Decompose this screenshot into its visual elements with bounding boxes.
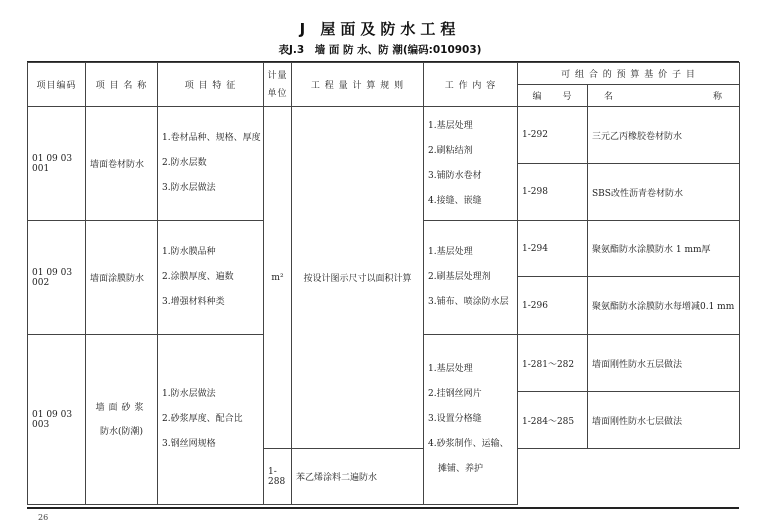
subitem-name: 三元乙丙橡胶卷材防水 (588, 107, 740, 164)
work-line: 2.刷基层处理剂 (428, 272, 491, 282)
table-caption: 表J.3 墙 面 防 水、防 潮(编码:010903) (278, 44, 482, 56)
rule-cell: 按设计图示尺寸以面积计算 (292, 107, 424, 449)
page-number: 26 (38, 513, 49, 522)
subitem-name: 墙面刚性防水七层做法 (588, 392, 740, 449)
item-work (424, 107, 518, 221)
item-name: 墙面卷材防水 (86, 107, 158, 221)
feature-line: 2.防水层数 (162, 158, 207, 168)
page-title: J 屋面及防水工程 (299, 20, 461, 38)
bottom-rule (27, 507, 739, 509)
subitem-code: 1-288 (264, 449, 292, 505)
feature-line: 3.增强材料种类 (162, 297, 225, 307)
work-line: 摊铺、养护 (438, 464, 484, 474)
subitem-name: 聚氨酯防水涂膜防水 1 mm厚 (588, 221, 740, 277)
header-sub-name-left: 名 (604, 92, 615, 102)
item-work (424, 335, 518, 505)
feature-line: 3.钢丝网规格 (162, 439, 216, 449)
spec-table (27, 62, 740, 505)
feature-line: 1.防水层做法 (162, 389, 216, 399)
item-code: 01 09 03 003 (28, 335, 86, 505)
item-features (158, 221, 264, 335)
feature-line: 3.防水层做法 (162, 183, 216, 193)
unit-cell: m² (264, 107, 292, 449)
subitem-code: 1-292 (518, 107, 588, 164)
header-sub-name (588, 85, 740, 107)
item-code: 01 09 03 001 (28, 107, 86, 221)
work-line: 2.挂钢丝网片 (428, 389, 482, 399)
subitem-code: 1-284～285 (518, 392, 588, 449)
header-code: 项目编码 (28, 63, 86, 107)
header-work: 工 作 内 容 (424, 63, 518, 107)
work-line: 4.砂浆制作、运输、 (428, 439, 509, 449)
feature-line: 2.砂浆厚度、配合比 (162, 414, 243, 424)
subitem-name: 墙面刚性防水五层做法 (588, 335, 740, 392)
item-features (158, 335, 264, 505)
work-line: 3.铺布、喷涂防水层 (428, 297, 509, 307)
work-line: 1.基层处理 (428, 247, 473, 257)
header-sub-code: 编 号 (518, 85, 588, 107)
item-name (86, 335, 158, 505)
subitem-name: 苯乙烯涂料二遍防水 (292, 449, 424, 505)
subitem-code: 1-294 (518, 221, 588, 277)
work-line: 4.接缝、嵌缝 (428, 195, 482, 206)
work-line: 2.刷粘结剂 (428, 145, 473, 156)
feature-line: 1.防水膜品种 (162, 247, 216, 257)
subitem-code: 1-296 (518, 277, 588, 335)
header-unit: 计量单位 (264, 63, 292, 107)
subitem-name: 聚氨酯防水涂膜防水每增减0.1 mm (588, 277, 740, 335)
header-sub-name-right: 称 (712, 92, 723, 102)
header-rule: 工 程 量 计 算 规 则 (292, 63, 424, 107)
subitem-code: 1-281～282 (518, 335, 588, 392)
header-name: 项 目 名 称 (86, 63, 158, 107)
work-line: 3.设置分格缝 (428, 414, 482, 424)
work-line: 1.基层处理 (428, 120, 473, 131)
item-work (424, 221, 518, 335)
work-line: 1.基层处理 (428, 364, 473, 374)
header-features: 项 目 特 征 (158, 63, 264, 107)
header-group: 可 组 合 的 预 算 基 价 子 目 (518, 63, 740, 85)
subitem-code: 1-298 (518, 164, 588, 221)
feature-line: 1.卷材品种、规格、厚度 (162, 133, 261, 143)
work-line: 3.铺防水卷材 (428, 170, 482, 181)
item-name-line: 墙面砂浆 (95, 402, 148, 413)
subitem-name: SBS改性沥青卷材防水 (588, 164, 740, 221)
item-name: 墙面涂膜防水 (86, 221, 158, 335)
item-name-line: 防水(防潮) (99, 426, 144, 437)
item-features (158, 107, 264, 221)
feature-line: 2.涂膜厚度、遍数 (162, 272, 234, 282)
item-code: 01 09 03 002 (28, 221, 86, 335)
